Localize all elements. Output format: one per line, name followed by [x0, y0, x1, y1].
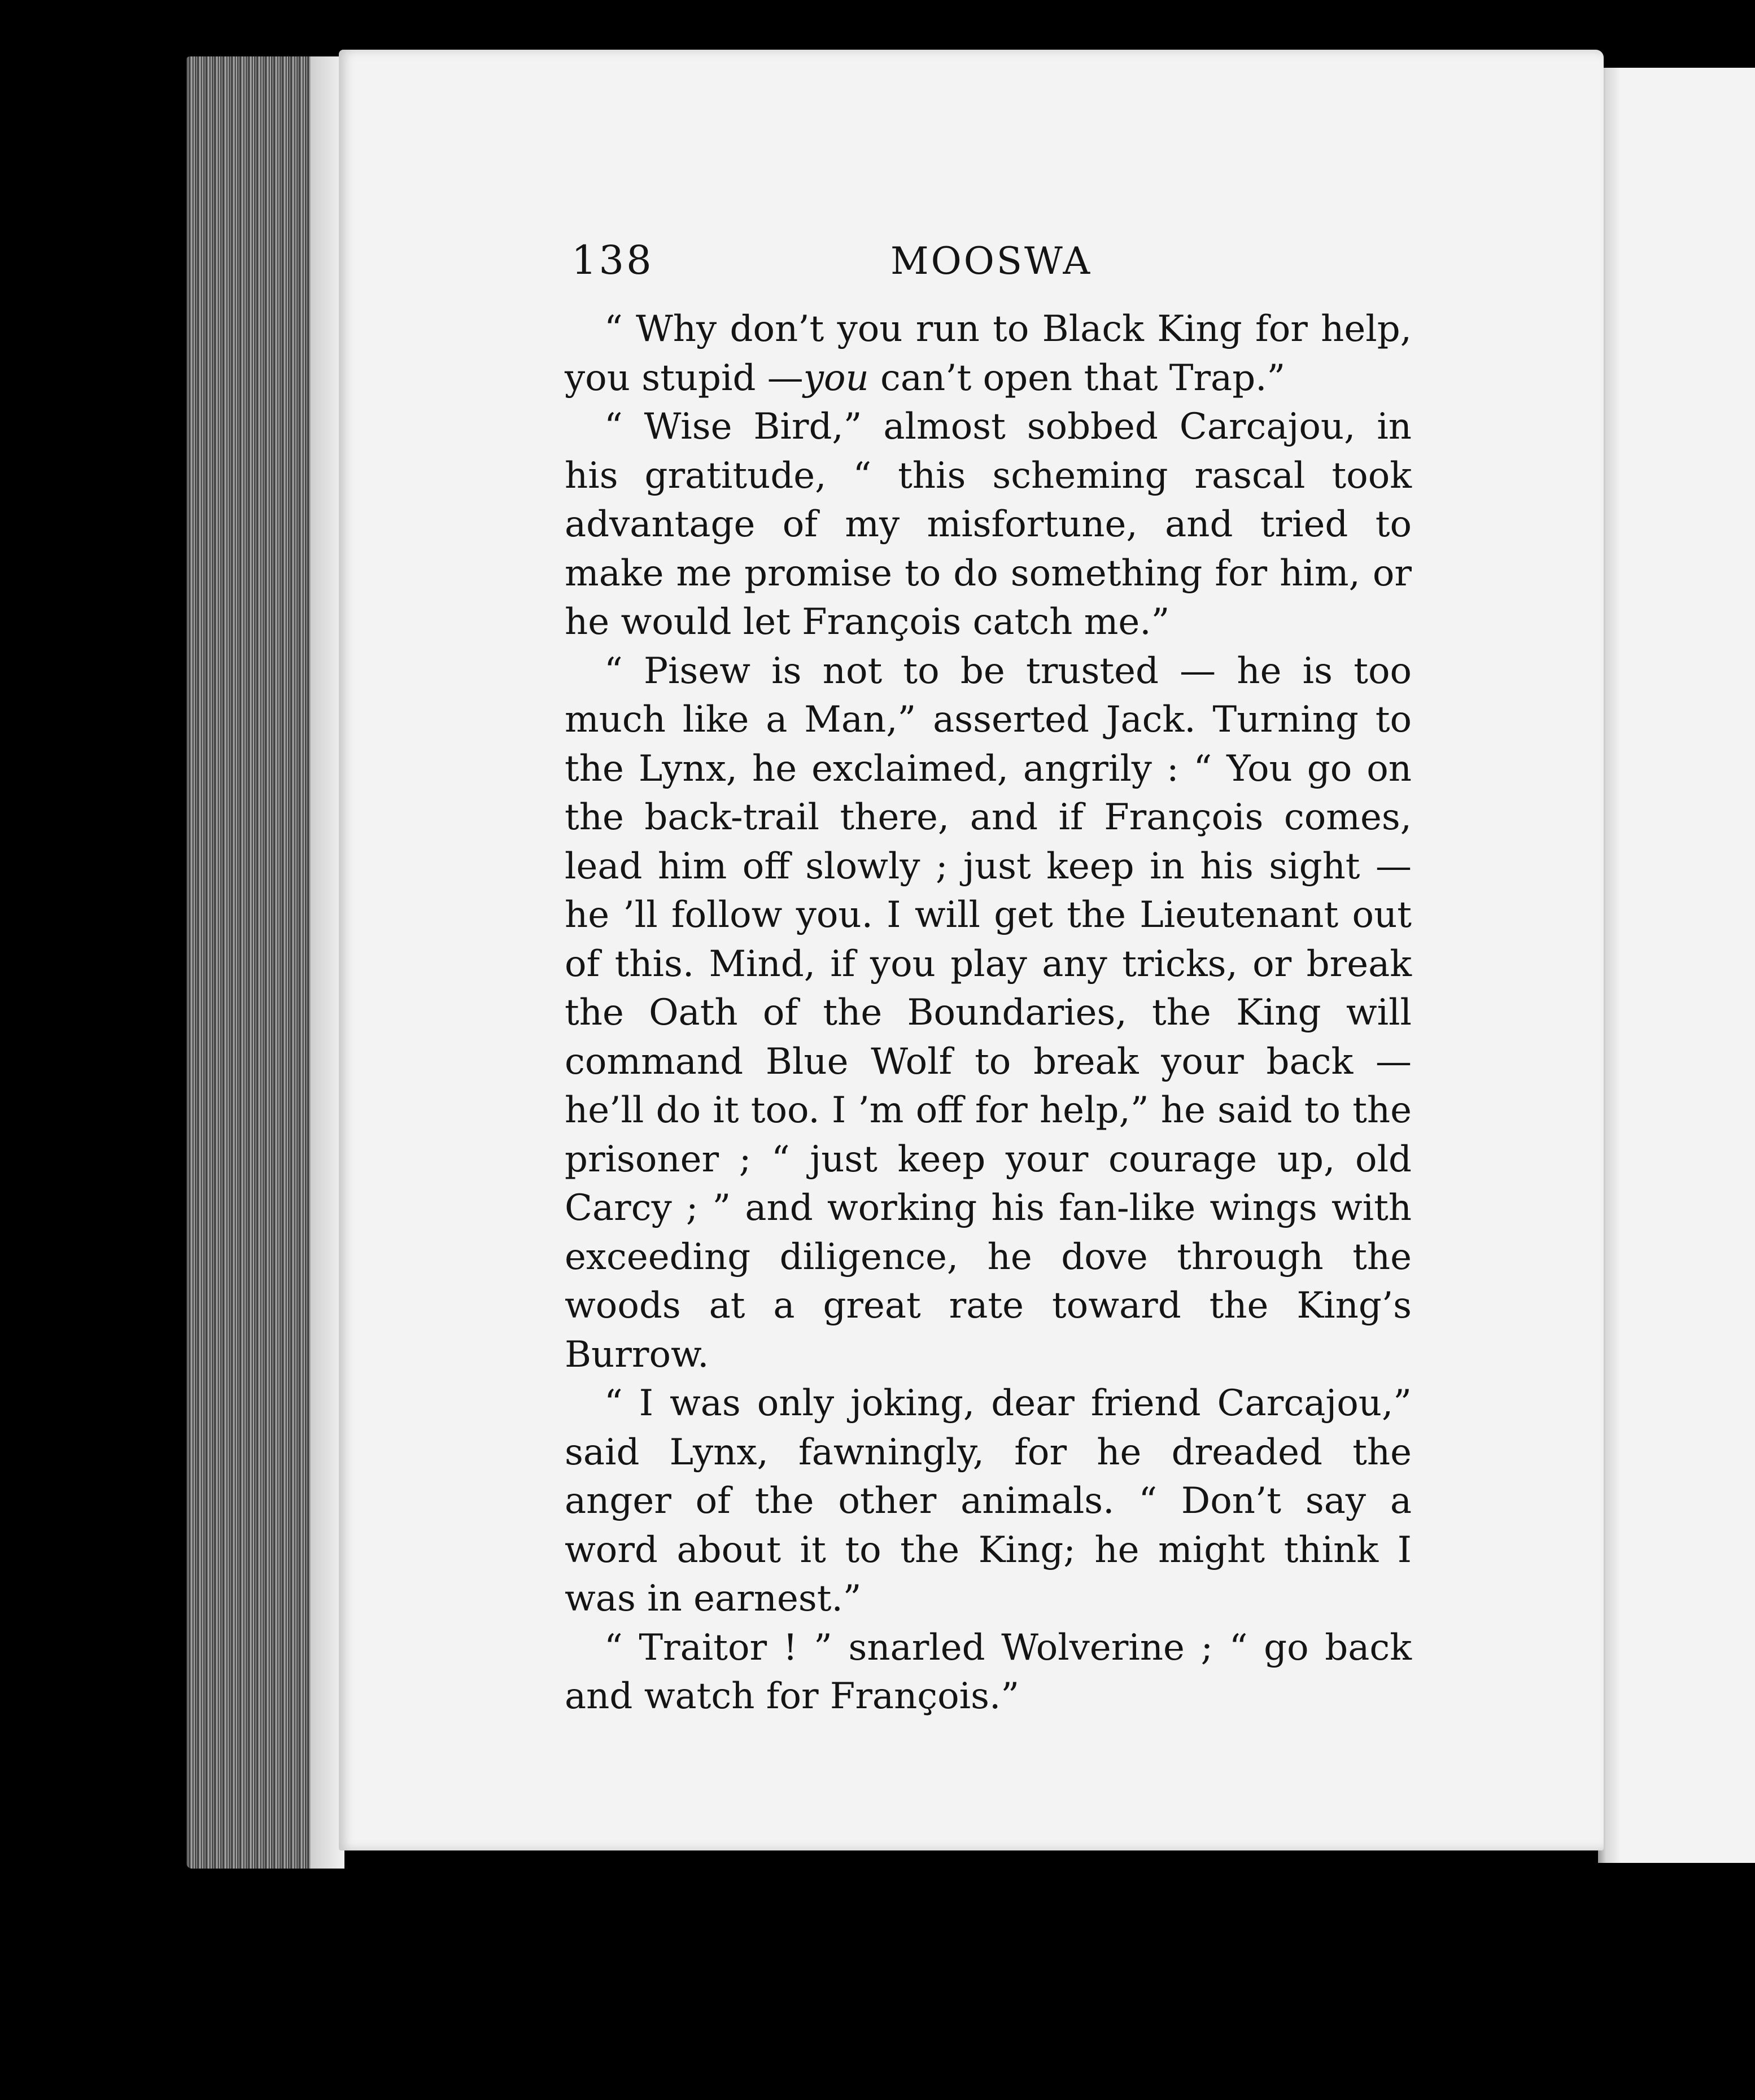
paragraph: “ Wise Bird,” almost sobbed Carcajou, in his gratitude, “ this scheming rascal took advantage of my misfortune, and tried to make me promise to do something for him, or he would let François catch me.” — [565, 406, 1412, 643]
paragraph: “ I was only joking, dear friend Carcajou,” said Lynx, fawningly, for he dreaded the anger of the other animals. “ Don’t say a word about it to the King; he might think I was in earnest.” — [565, 1383, 1412, 1620]
paragraph: “ Pisew is not to be trusted — he is too much like a Man,” asserted Jack. Turning to the Lynx, he exclaimed, angrily : “ You go on the back-trail there, and if François comes, lead him off slowly ; just keep in his sight — he ’ll follow you. I will get the Lieutenant out of this. Mind, if you play any tricks, or break the Oath of the Boundaries, the King will command Blue Wolf to break your back — he’ll do it too. I ’m off for help,” he said to the prisoner ; “ just keep your courage up, old Carcy ; ” and working his fan-like wings with exceeding diligence, he dove through the woods at a great rate toward the King’s Burrow. — [565, 650, 1412, 1376]
paragraph — [565, 305, 1412, 403]
running-title: MOOSWA — [890, 239, 1093, 283]
body-text — [565, 305, 1412, 1721]
emphasized-word: you — [803, 357, 869, 399]
paragraph-text: can’t open that Trap.” — [868, 357, 1286, 399]
page-number: 138 — [571, 237, 654, 283]
facing-page-edge — [1598, 68, 1755, 1863]
page-edges — [186, 56, 344, 1869]
paragraph-text: “ Why don’t you run to Black King for help, you stupid — — [565, 308, 1412, 399]
running-head — [571, 231, 1418, 294]
paragraph: “ Traitor ! ” snarled Wolverine ; “ go back and watch for François.” — [565, 1626, 1412, 1717]
